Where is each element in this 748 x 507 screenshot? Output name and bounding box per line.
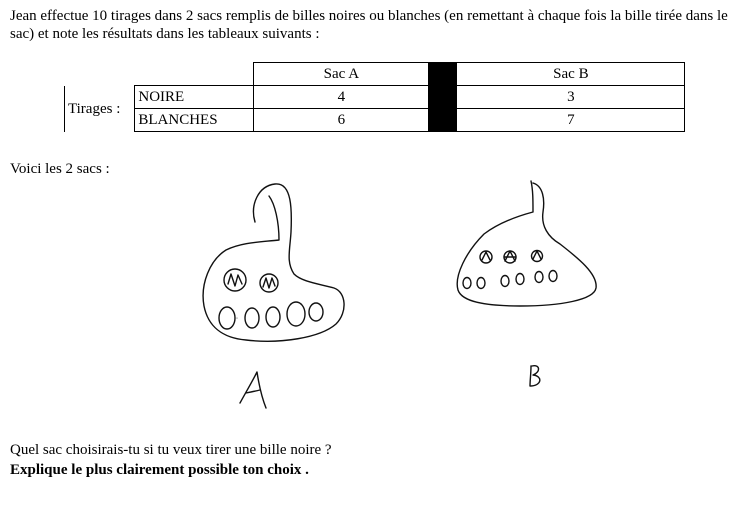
handwritten-label-a [240,372,266,408]
white-marbles-a [219,302,323,329]
column-header-sac-b: Sac B [457,63,685,86]
black-marbles-b [480,251,543,264]
row-group-label: Tirages : [65,86,135,132]
bag-a-sketch [203,184,344,341]
cell-noire-sac-b: 3 [457,86,685,109]
voici-text: Voici les 2 sacs : [10,161,110,177]
intro-text: Jean effectue 10 tirages dans 2 sacs remplis de billes noires ou blanches (en remettant à chaque fois la bille tirée dans le sac) et note les résultats dans les tableaux suivants : [10,8,728,42]
cell-blanches-sac-b: 7 [457,109,685,132]
column-header-sac-a: Sac A [254,63,429,86]
question-block [10,440,332,480]
bag-b-sketch [457,181,596,306]
question-text: Quel sac choisirais-tu si tu veux tirer une bille noire ? [10,442,332,458]
instruction-text: Explique le plus clairement possible ton choix . [10,462,309,478]
white-marbles-b [463,271,557,289]
row-label-blanches: BLANCHES [135,109,254,132]
black-marbles-a [224,269,278,292]
bag-a-outline [203,184,344,341]
cell-noire-sac-a: 4 [254,86,429,109]
row-label-noire: NOIRE [135,86,254,109]
handwritten-label-b [530,366,540,386]
cell-blanches-sac-a: 6 [254,109,429,132]
